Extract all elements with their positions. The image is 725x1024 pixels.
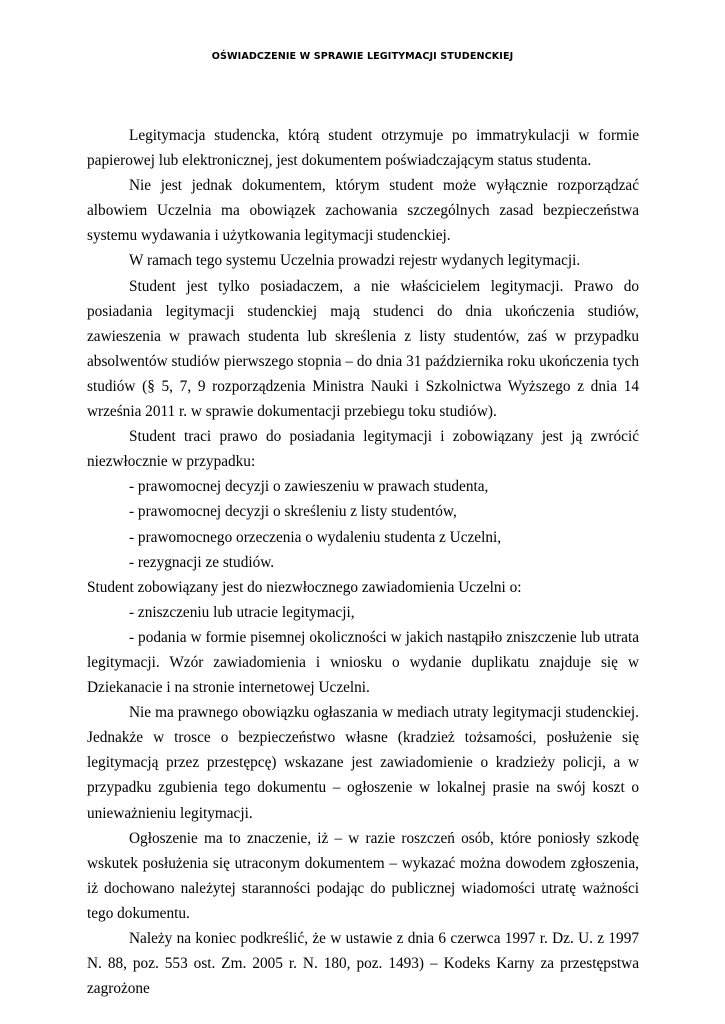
document-body xyxy=(87,123,639,1001)
document-title: OŚWIADCZENIE W SPRAWIE LEGITYMACJI STUDENCKIEJ xyxy=(211,51,514,62)
list-item-removal: - prawomocnej decyzji o skreśleniu z listy studentów, xyxy=(129,503,457,521)
paragraph-loss-intro: Student traci prawo do posiadania legitymacji i zobowiązany jest ją zwrócić niezwłocznie w przypadku: xyxy=(87,428,639,471)
paragraph-status: Legitymacja studencka, którą student otrzymuje po immatrykulacji w formie papierowej lub elektronicznej, jest dokumentem poświadczającym status studenta. xyxy=(87,127,639,170)
paragraph-register: W ramach tego systemu Uczelnia prowadzi rejestr wydanych legitymacji. xyxy=(129,252,581,270)
list-item-expulsion: - prawomocnego orzeczenia o wydaleniu studenta z Uczelni, xyxy=(129,528,502,546)
paragraph-criminal-code: Należy na koniec podkreślić, że w ustawie z dnia 6 czerwca 1997 r. Dz. U. z 1997 N. 88, poz. 553 ost. Zm. 2005 r. N. 180, poz. 1493) – Kodeks Karny za przestępstwa zagrożone xyxy=(87,930,639,998)
list-item-written-notice: - podania w formie pisemnej okoliczności w jakich nastąpiło zniszczenie lub utrata legitymacji. Wzór zawiadomienia i wniosku o wydanie duplikatu znajduje się w Dziekanacie i na stronie internetowej Uczelni. xyxy=(87,628,639,697)
paragraph-holder: Student jest tylko posiadaczem, a nie właścicielem legitymacji. Prawo do posiadania legitymacji studenckiej mają studenci do dnia ukończenia studiów, zawieszenia w prawach studenta lub skreślenia z listy studentów, zaś w przypadku absolwentów studiów pierwszego stopnia – do dnia 31 października roku ukończenia tych studiów (§ 5, 7, 9 rozporządzenia Ministra Nauki i Szkolnictwa Wyższego z dnia 14 września 2011 r. w sprawie dokumentacji przebiegu toku studiów). xyxy=(87,277,639,421)
paragraph-security: Nie jest jednak dokumentem, którym student może wyłącznie rozporządzać albowiem Uczelnia ma obowiązek zachowania szczególnych zasad bezpieczeństwa systemu wydawania i użytkowania legitymacji studenckiej. xyxy=(87,177,639,245)
paragraph-media: Nie ma prawnego obowiązku ogłaszania w mediach utraty legitymacji studenckiej. Jednakże w trosce o bezpieczeństwo własne (kradzież tożsamości, posłużenie się legitymacją przez przestępcę) wskazane jest zawiadomienie o kradzieży policji, a w przypadku zgubienia tego dokumentu – ogłoszenie w lokalnej prasie na swój koszt o unieważnieniu legitymacji. xyxy=(87,704,639,822)
list-item-destruction: - zniszczeniu lub utracie legitymacji, xyxy=(129,603,355,621)
paragraph-announcement: Ogłoszenie ma to znaczenie, iż – w razie roszczeń osób, które poniosły szkodę wskutek posłużenia się utraconym dokumentem – wykazać można dowodem zgłoszenia, iż dochowano należytej staranności podając do publicznej wiadomości utratę ważności tego dokumentu. xyxy=(87,829,639,922)
list-item-resignation: - rezygnacji ze studiów. xyxy=(129,553,275,571)
paragraph-notify-intro: Student zobowiązany jest do niezwłocznego zawiadomienia Uczelni o: xyxy=(87,578,522,596)
list-item-suspension: - prawomocnej decyzji o zawieszeniu w prawach studenta, xyxy=(129,478,489,496)
